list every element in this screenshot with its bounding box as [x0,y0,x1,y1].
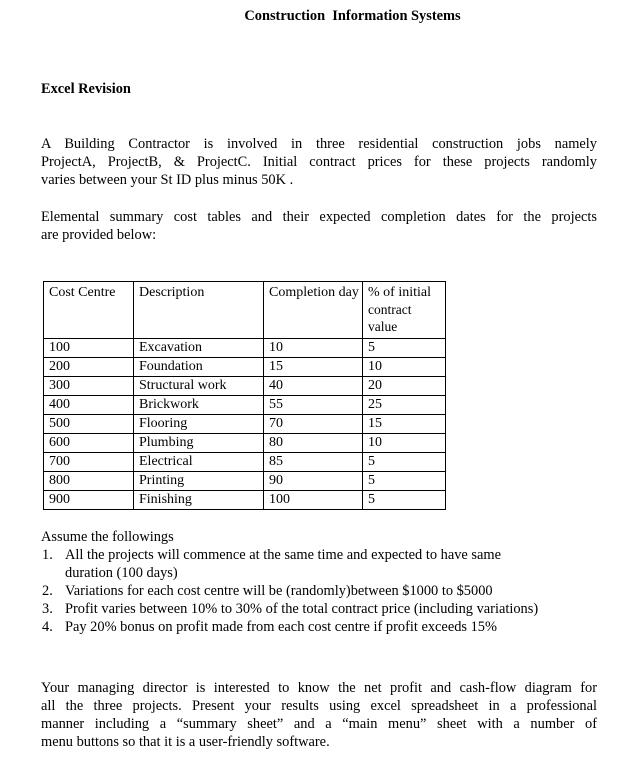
cell-cost-centre: 500 [44,415,134,434]
cost-table-row [44,453,446,472]
cell-description: Electrical [134,453,264,472]
assumption-number: 1. [42,547,53,563]
cell-completion: 15 [264,358,363,377]
cell-description: Excavation [134,339,264,358]
cost-table-row [44,339,446,358]
cost-table-header-row [44,282,446,339]
assumption-line: Profit varies between 10% to 30% of the total contract price (including variations) [65,601,539,617]
cell-percent: 5 [363,491,446,510]
director-paragraph [41,679,597,751]
header-percent-line: contract [368,302,412,317]
cell-completion: 85 [264,453,363,472]
cell-description: Foundation [134,358,264,377]
intro-line: A Building Contractor is involved in three residential construction jobs namely [41,136,597,152]
cost-table-body [44,339,446,510]
assumption-item [41,618,611,636]
cell-description: Plumbing [134,434,264,453]
assumption-line: duration (100 days) [65,565,178,581]
header-percent-line: % of initial [368,285,431,300]
cell-completion: 80 [264,434,363,453]
assumption-line: Variations for each cost centre will be (randomly)between $1000 to $5000 [65,583,493,599]
cost-table-row [44,415,446,434]
cell-percent: 5 [363,453,446,472]
cell-cost-centre: 400 [44,396,134,415]
director-line: manner including a “summary sheet” and a “main menu” sheet with a number of [41,716,597,732]
cell-description: Brickwork [134,396,264,415]
cell-cost-centre: 200 [44,358,134,377]
cell-completion: 10 [264,339,363,358]
header-completion: Completion day [264,282,363,339]
intro-paragraph [41,135,597,189]
intro-line: ProjectA, ProjectB, & ProjectC. Initial contract prices for these projects randomly [41,154,597,170]
cell-percent: 25 [363,396,446,415]
cell-cost-centre: 600 [44,434,134,453]
cell-percent: 10 [363,358,446,377]
cell-percent: 15 [363,415,446,434]
cell-cost-centre: 900 [44,491,134,510]
cell-completion: 100 [264,491,363,510]
cell-description: Printing [134,472,264,491]
cell-cost-centre: 100 [44,339,134,358]
assumption-number: 4. [42,619,53,635]
cell-cost-centre: 800 [44,472,134,491]
cell-completion: 55 [264,396,363,415]
intro-line: varies between your St ID plus minus 50K . [41,172,294,188]
assumptions-intro: Assume the followings [41,529,174,545]
document-title: Construction Information Systems [244,8,461,24]
header-percent-contract [363,282,446,339]
cost-table-row [44,396,446,415]
cost-table-row [44,472,446,491]
assumptions-list [41,546,611,636]
cell-percent: 5 [363,339,446,358]
director-line: menu buttons so that it is a user-friendly software. [41,734,330,750]
elemental-line: Elemental summary cost tables and their expected completion dates for the projects [41,209,597,225]
cell-completion: 70 [264,415,363,434]
cell-completion: 90 [264,472,363,491]
cell-percent: 20 [363,377,446,396]
assumption-number: 2. [42,583,53,599]
cell-description: Flooring [134,415,264,434]
cost-table [43,281,446,510]
cell-description: Structural work [134,377,264,396]
elemental-line: are provided below: [41,227,157,243]
assumptions-section [41,528,611,636]
assumption-line: Pay 20% bonus on profit made from each cost centre if profit exceeds 15% [65,619,497,635]
cell-description: Finishing [134,491,264,510]
cell-percent: 5 [363,472,446,491]
assumption-item [41,582,611,600]
assumption-item [41,546,611,582]
cost-table-row [44,491,446,510]
cost-table-row [44,358,446,377]
header-cost-centre: Cost Centre [44,282,134,339]
cost-table-row [44,377,446,396]
header-description: Description [134,282,264,339]
director-line: all the three projects. Present your results using excel spreadsheet in a professional [41,698,597,714]
section-heading: Excel Revision [41,81,131,97]
header-percent-line: value [368,319,398,334]
assumption-number: 3. [42,601,53,617]
cell-percent: 10 [363,434,446,453]
assumption-item [41,600,611,618]
cell-cost-centre: 700 [44,453,134,472]
cell-completion: 40 [264,377,363,396]
cell-cost-centre: 300 [44,377,134,396]
cost-table-row [44,434,446,453]
assumption-line: All the projects will commence at the same time and expected to have same [65,547,501,563]
director-line: Your managing director is interested to know the net profit and cash-flow diagram for [41,680,597,696]
elemental-paragraph [41,208,597,244]
